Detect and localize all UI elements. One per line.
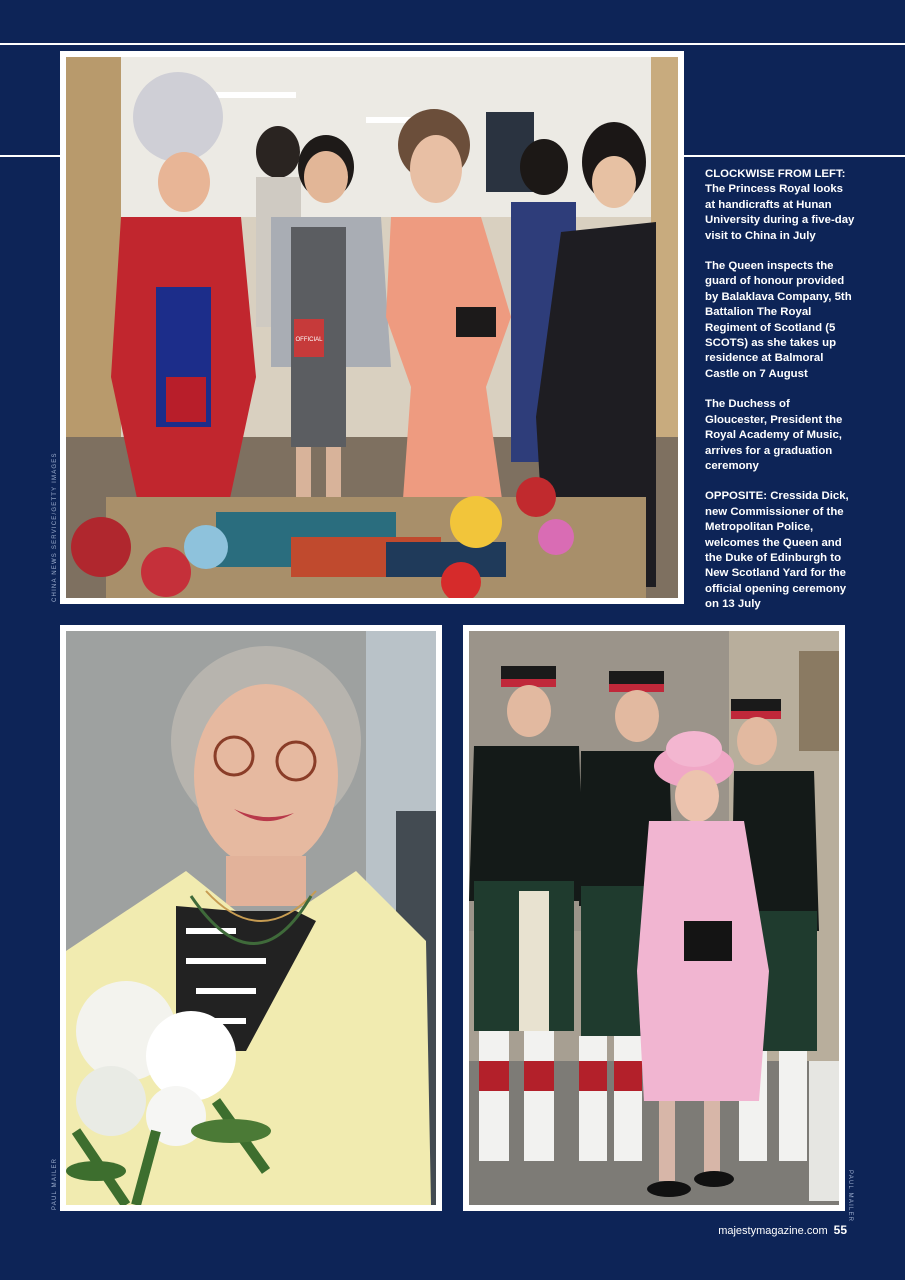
caption-paragraph-2: The Queen inspects the guard of honour provided by Balaklava Company, 5th Battalion The Royal Regiment of Scotland (5 SCOTS) as she takes up residence at Balmoral Castle on 7 August (705, 260, 852, 380)
photo-caption (705, 167, 855, 628)
credit-top-photo: CHINA NEWS SERVICE/GETTY IMAGES (52, 452, 58, 602)
caption-paragraph-4: OPPOSITE: Cressida Dick, new Commissioner of the Metropolitan Police, welcomes the Queen and the Duke of Edinburgh to New Scotland Yard for the official opening ceremony on 13 July (705, 490, 849, 611)
credit-bottom-right-photo: PAUL MAILER (847, 1170, 853, 1223)
princess-royal-photo (60, 51, 684, 604)
caption-lead: CLOCKWISE FROM LEFT: (705, 168, 846, 180)
page-number: 55 (833, 1223, 847, 1237)
website-link[interactable]: majestymagazine.com (718, 1225, 828, 1237)
caption-body: The Princess Royal looks at handicrafts at Hunan University during a five-day visit to China in July (705, 183, 855, 242)
page-footer (718, 1223, 847, 1237)
top-rule (0, 43, 905, 45)
caption-paragraph-3: The Duchess of Gloucester, President the Royal Academy of Music, arrives for a graduation ceremony (705, 398, 843, 472)
caption-paragraph-1 (705, 167, 855, 244)
queen-inspection-photo (463, 625, 845, 1211)
right-rule (684, 155, 905, 157)
official-badge-text: OFFICIAL (295, 337, 323, 343)
duchess-photo (60, 625, 442, 1211)
credit-bottom-left-photo: PAUL MAILER (52, 1157, 58, 1210)
left-rule (0, 155, 60, 157)
